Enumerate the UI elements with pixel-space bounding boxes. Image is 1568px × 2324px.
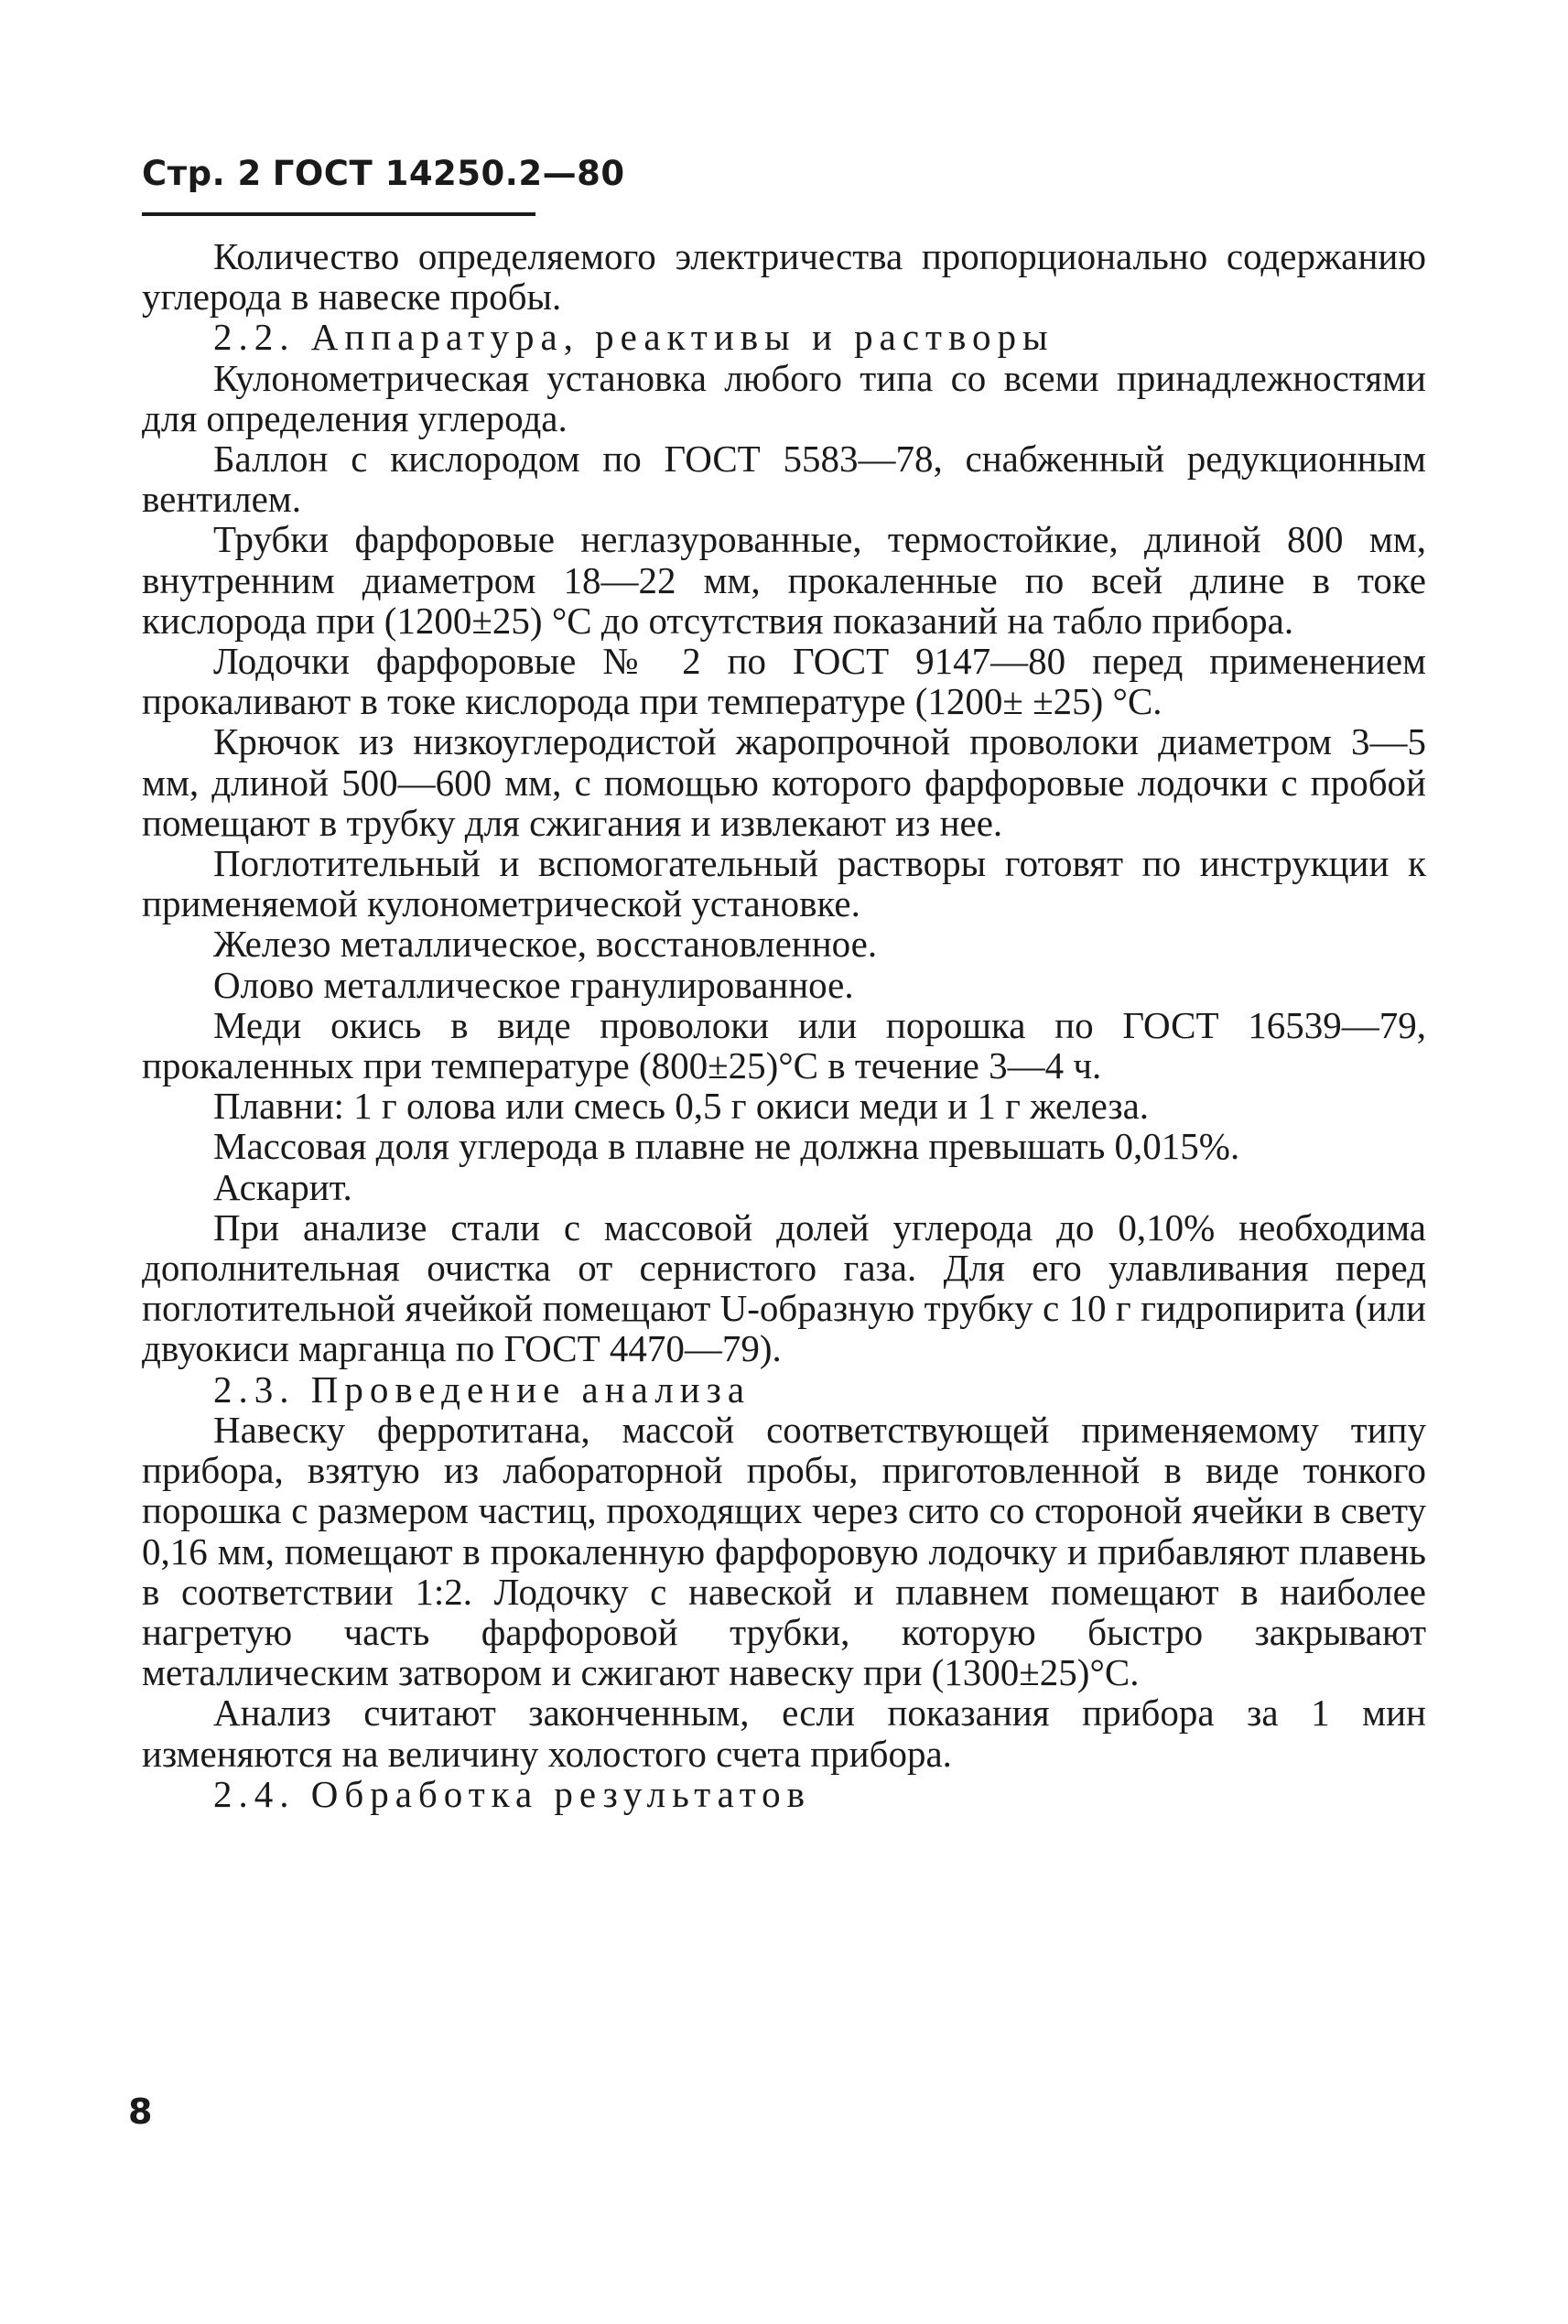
- body-text: [142, 236, 1426, 1814]
- paragraph: Трубки фарфоровые неглазурованные, термостойкие, длиной 800 мм, внутренним диаметром 18—22 мм, прокаленные по всей длине в токе кислорода при (1200±25) °С до отсутствия показаний на табло прибора.: [142, 518, 1426, 642]
- page-number: 8: [128, 2092, 153, 2132]
- paragraph: Олово металлическое гранулированное.: [213, 963, 854, 1006]
- section-heading-2-3: 2.3. Проведение анализа: [213, 1367, 752, 1411]
- paragraph: Кулонометрическая установка любого типа со всеми принадлежностями для определения углерода.: [142, 356, 1426, 439]
- paragraph: Анализ считают законченным, если показания прибора за 1 мин изменяются на величину холостого счета прибора.: [142, 1692, 1426, 1775]
- paragraph: Железо металлическое, восстановленное.: [213, 923, 878, 966]
- section-heading-2-4: 2.4. Обработка результатов: [213, 1772, 812, 1815]
- paragraph: Меди окись в виде проволоки или порошка по ГОСТ 16539—79, прокаленных при температуре (800±25)°С в течение 3—4 ч.: [142, 1003, 1426, 1087]
- paragraph: Поглотительный и вспомогательный растворы готовят по инструкции к применяемой кулонометрической установке.: [142, 842, 1426, 925]
- paragraph: Навеску ферротитана, массой соответствующей применяемому типу прибора, взятую из лабораторной пробы, приготовленной в виде тонкого порошка с размером частиц, проходящих через сито со стороной ячейки в свету 0,16 мм, помещают в прокаленную фарфоровую лодочку и прибавляют плавень в соответствии 1:2. Лодочку с навеской и плавнем помещают в наиболее нагретую часть фарфоровой трубки, которую быстро закрывают металлическим затвором и сжигают навеску при (1300±25)°С.: [142, 1408, 1426, 1694]
- section-heading-2-2: 2.2. Аппаратура, реактивы и растворы: [213, 316, 1054, 359]
- paragraph: Баллон с кислородом по ГОСТ 5583—78, снабженный редукционным вентилем.: [142, 438, 1426, 521]
- page-label: Стр. 2: [142, 154, 262, 193]
- paragraph: При анализе стали с массовой долей углерода до 0,10% необходима дополнительная очистка от сернистого газа. Для его улавливания перед поглотительной ячейкой помещают U-образную трубку с 10 г гидропирита (или двуокиси марганца по ГОСТ 4470—79).: [142, 1205, 1426, 1370]
- paragraph: Плавни: 1 г олова или смесь 0,5 г окиси меди и 1 г железа.: [213, 1085, 1150, 1128]
- paragraph: Количество определяемого электричества пропорционально содержанию углерода в навеске пробы.: [142, 235, 1426, 319]
- paragraph: Массовая доля углерода в плавне не должна превышать 0,015%.: [213, 1125, 1240, 1168]
- paragraph: Крючок из низкоуглеродистой жаропрочной проволоки диаметром 3—5 мм, длиной 500—600 мм, с помощью которого фарфоровые лодочки с пробой помещают в трубку для сжигания и извлекают из нее.: [142, 720, 1426, 844]
- running-head: [142, 154, 625, 193]
- header-rule: [142, 212, 535, 216]
- paragraph: Лодочки фарфоровые № 2 по ГОСТ 9147—80 перед применением прокаливают в токе кислорода при температуре (1200± ±25) °С.: [142, 640, 1426, 723]
- paragraph: Аскарит.: [213, 1165, 352, 1208]
- standard-id: ГОСТ 14250.2—80: [272, 154, 625, 193]
